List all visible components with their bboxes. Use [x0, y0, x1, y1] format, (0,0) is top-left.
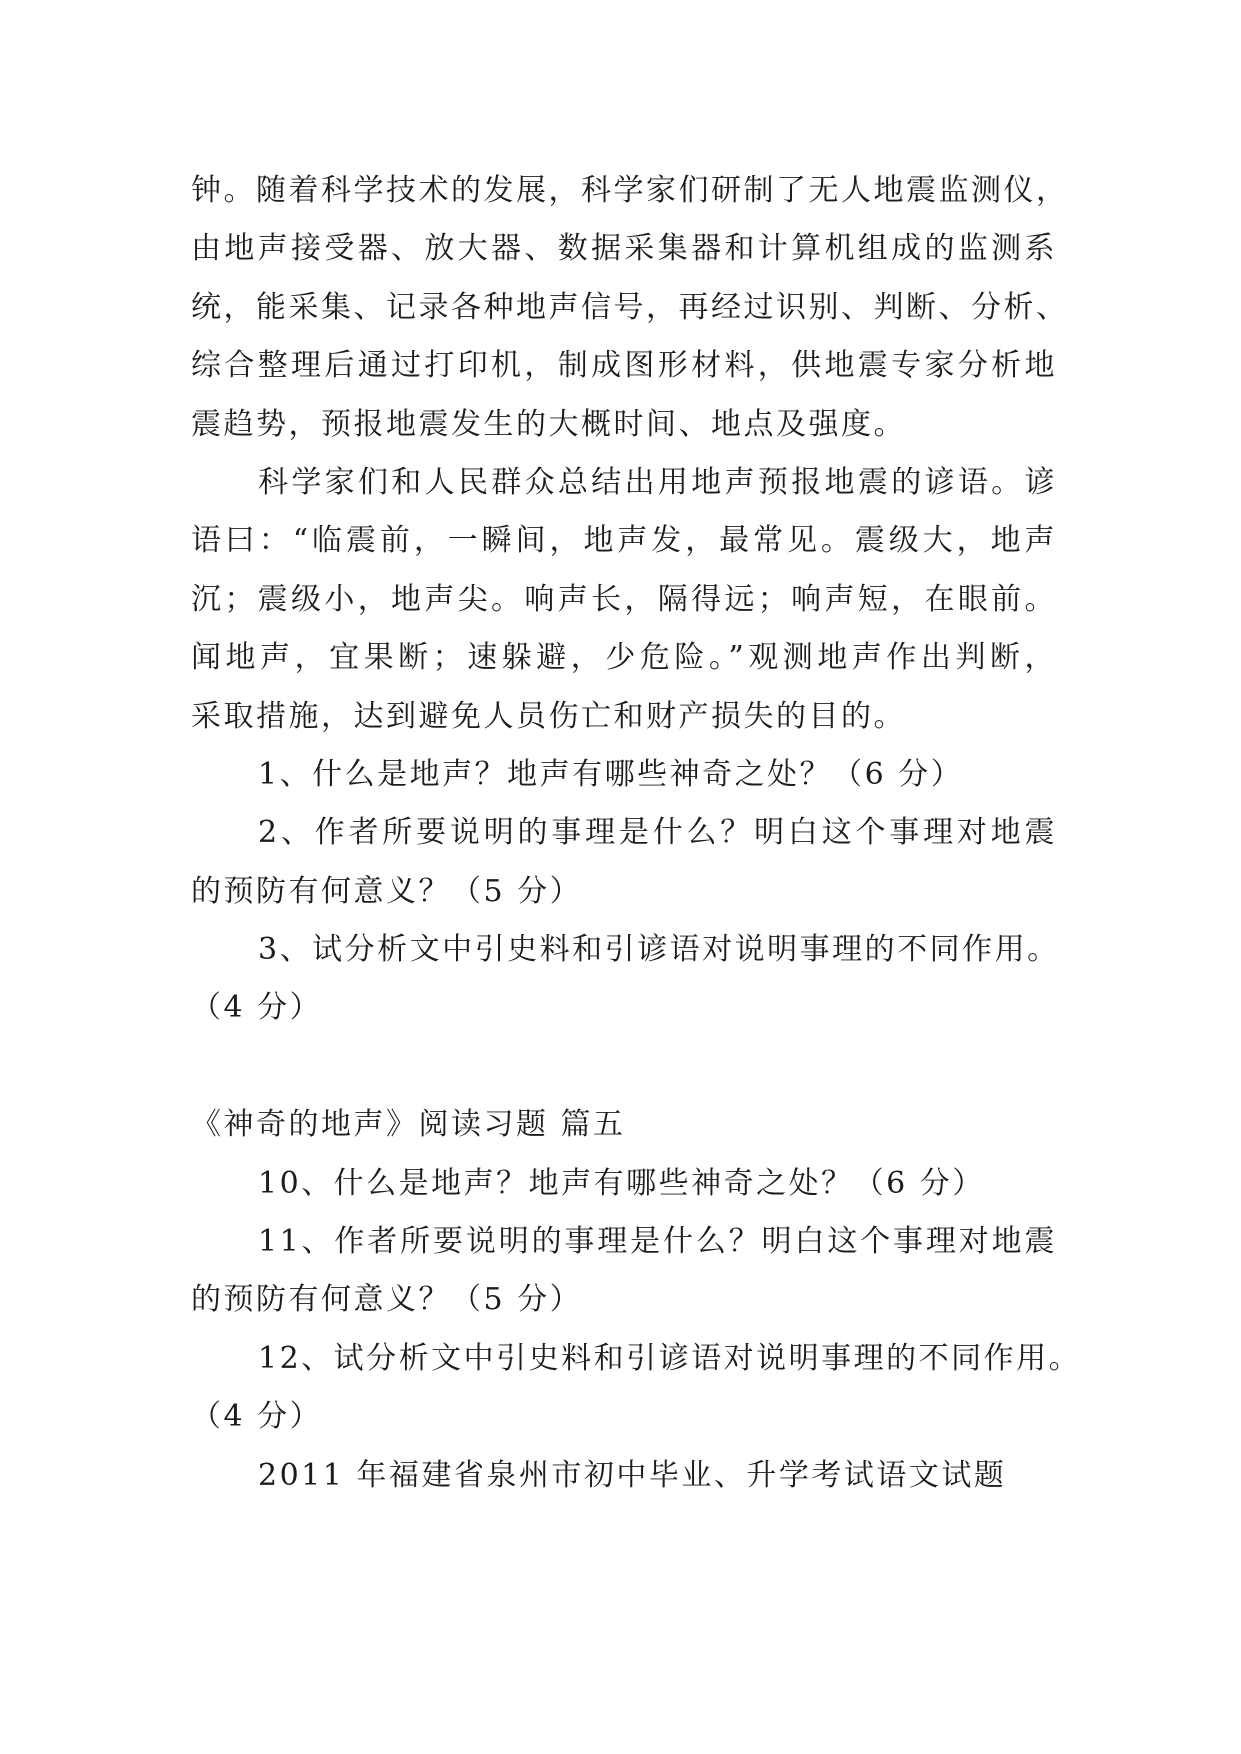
passage-line: 综合整理后通过打印机，制成图形材料，供地震专家分析地 — [191, 348, 1057, 384]
passage-line: 闻地声，宜果断；速躲避，少危险。”观测地声作出判断， — [191, 640, 1057, 676]
passage-line: 统，能采集、记录各种地声信号，再经过识别、判断、分析、 — [191, 289, 1069, 325]
passage-line: 沉；震级小，地声尖。响声长，隔得远；响声短，在眼前。 — [191, 581, 1057, 617]
question-11-line: 的预防有何意义？（5 分） — [191, 1282, 583, 1318]
passage-line: 震趋势，预报地震发生的大概时间、地点及强度。 — [191, 406, 906, 442]
question-3-line: 3、试分析文中引史料和引谚语对说明事理的不同作用。 — [258, 932, 1060, 968]
section-title: 《神奇的地声》阅读习题 篇五 — [191, 1107, 626, 1143]
question-12-line: 12、试分析文中引史料和引谚语对说明事理的不同作用。 — [258, 1340, 1082, 1376]
passage-line: 语曰：“临震前，一瞬间，地声发，最常见。震级大，地声 — [191, 523, 1057, 559]
document-body — [191, 162, 1082, 1505]
passage-line: 由地声接受器、放大器、数据采集器和计算机组成的监测系 — [191, 231, 1057, 267]
question-2-line: 2、作者所要说明的事理是什么？明白这个事理对地震 — [258, 815, 1057, 851]
source-line: 2011 年福建省泉州市初中毕业、升学考试语文试题 — [258, 1457, 1007, 1493]
question-2-line: 的预防有何意义？（5 分） — [191, 873, 583, 909]
question-1-line: 1、什么是地声？地声有哪些神奇之处？（6 分） — [258, 756, 964, 792]
passage-line: 科学家们和人民群众总结出用地声预报地震的谚语。谚 — [258, 464, 1057, 500]
passage-line: 采取措施，达到避免人员伤亡和财产损失的目的。 — [191, 698, 906, 734]
passage-line: 钟。随着科学技术的发展，科学家们研制了无人地震监测仪， — [191, 173, 1069, 208]
question-12-line: （4 分） — [191, 1399, 323, 1435]
blank-line — [191, 1038, 1057, 1096]
question-10-line: 10、什么是地声？地声有哪些神奇之处？（6 分） — [258, 1165, 985, 1201]
question-11-line: 11、作者所要说明的事理是什么？明白这个事理对地震 — [258, 1224, 1057, 1260]
question-3-line: （4 分） — [191, 990, 323, 1026]
